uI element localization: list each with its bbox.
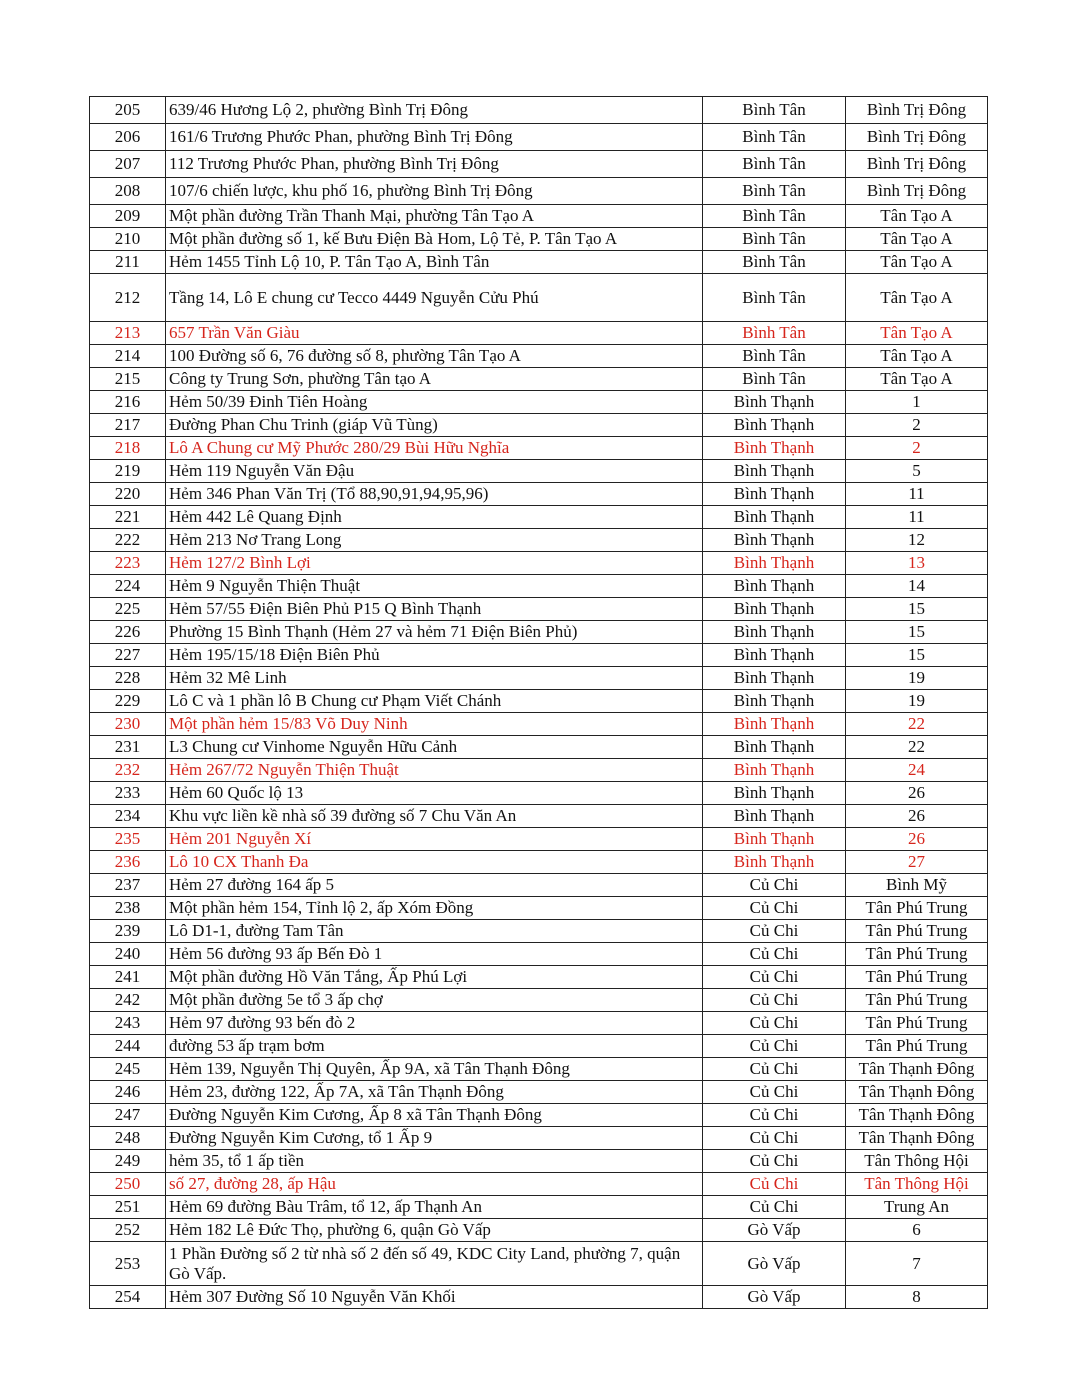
- district-cell: Củ Chi: [703, 897, 846, 920]
- table-row: [90, 506, 988, 529]
- district-cell: Củ Chi: [703, 1196, 846, 1219]
- table-row: [90, 828, 988, 851]
- ward-cell: Tân Thông Hội: [846, 1173, 988, 1196]
- district-cell: Bình Tân: [703, 251, 846, 274]
- ward-cell: Tân Thông Hội: [846, 1150, 988, 1173]
- ward-cell: 19: [846, 667, 988, 690]
- row-number: 238: [90, 897, 166, 920]
- address-cell: Đường Nguyễn Kim Cương, tổ 1 Ấp 9: [166, 1127, 703, 1150]
- district-cell: Bình Thạnh: [703, 713, 846, 736]
- district-cell: Bình Thạnh: [703, 598, 846, 621]
- row-number: 243: [90, 1012, 166, 1035]
- district-cell: Bình Thạnh: [703, 552, 846, 575]
- table-row: [90, 759, 988, 782]
- ward-cell: 15: [846, 598, 988, 621]
- row-number: 209: [90, 205, 166, 228]
- table-row: [90, 228, 988, 251]
- ward-cell: 12: [846, 529, 988, 552]
- ward-cell: Bình Trị Đông: [846, 178, 988, 205]
- district-cell: Bình Tân: [703, 205, 846, 228]
- table-row: [90, 345, 988, 368]
- row-number: 215: [90, 368, 166, 391]
- table-row: [90, 368, 988, 391]
- address-cell: Công ty Trung Sơn, phường Tân tạo A: [166, 368, 703, 391]
- table-row: [90, 805, 988, 828]
- district-cell: Bình Thạnh: [703, 391, 846, 414]
- row-number: 232: [90, 759, 166, 782]
- table-row: [90, 178, 988, 205]
- row-number: 230: [90, 713, 166, 736]
- ward-cell: Tân Thạnh Đông: [846, 1058, 988, 1081]
- ward-cell: 26: [846, 782, 988, 805]
- table-row: [90, 483, 988, 506]
- district-cell: Bình Thạnh: [703, 667, 846, 690]
- ward-cell: 22: [846, 713, 988, 736]
- ward-cell: Tân Tạo A: [846, 205, 988, 228]
- district-cell: Củ Chi: [703, 920, 846, 943]
- district-cell: Bình Thạnh: [703, 529, 846, 552]
- row-number: 208: [90, 178, 166, 205]
- ward-cell: Tân Tạo A: [846, 274, 988, 322]
- ward-cell: 8: [846, 1286, 988, 1309]
- district-cell: Bình Thạnh: [703, 644, 846, 667]
- table-row: [90, 943, 988, 966]
- row-number: 235: [90, 828, 166, 851]
- address-table: [89, 96, 988, 1309]
- ward-cell: 1: [846, 391, 988, 414]
- district-cell: Bình Thạnh: [703, 782, 846, 805]
- row-number: 229: [90, 690, 166, 713]
- address-cell: Lô 10 CX Thanh Đa: [166, 851, 703, 874]
- ward-cell: Tân Phú Trung: [846, 966, 988, 989]
- table-row: [90, 437, 988, 460]
- table-row: [90, 989, 988, 1012]
- address-cell: Hẻm 307 Đường Số 10 Nguyễn Văn Khối: [166, 1286, 703, 1309]
- address-cell: Lô C và 1 phần lô B Chung cư Phạm Viết Chánh: [166, 690, 703, 713]
- district-cell: Bình Thạnh: [703, 460, 846, 483]
- district-cell: Bình Thạnh: [703, 759, 846, 782]
- row-number: 214: [90, 345, 166, 368]
- district-cell: Củ Chi: [703, 1035, 846, 1058]
- address-cell: Lô A Chung cư Mỹ Phước 280/29 Bùi Hữu Nghĩa: [166, 437, 703, 460]
- ward-cell: Tân Tạo A: [846, 368, 988, 391]
- table-row: [90, 598, 988, 621]
- ward-cell: Tân Phú Trung: [846, 1035, 988, 1058]
- table-row: [90, 1058, 988, 1081]
- address-cell: 657 Trần Văn Giàu: [166, 322, 703, 345]
- table-row: [90, 1196, 988, 1219]
- address-cell: Hẻm 267/72 Nguyễn Thiện Thuật: [166, 759, 703, 782]
- row-number: 233: [90, 782, 166, 805]
- address-cell: Hẻm 1455 Tỉnh Lộ 10, P. Tân Tạo A, Bình Tân: [166, 251, 703, 274]
- table-row: [90, 690, 988, 713]
- row-number: 240: [90, 943, 166, 966]
- district-cell: Bình Tân: [703, 228, 846, 251]
- row-number: 245: [90, 1058, 166, 1081]
- table-row: [90, 322, 988, 345]
- address-cell: Phường 15 Bình Thạnh (Hẻm 27 và hẻm 71 Điện Biên Phủ): [166, 621, 703, 644]
- district-cell: Bình Thạnh: [703, 437, 846, 460]
- district-cell: Củ Chi: [703, 989, 846, 1012]
- table-row: [90, 1242, 988, 1286]
- district-cell: Bình Thạnh: [703, 736, 846, 759]
- ward-cell: 15: [846, 621, 988, 644]
- address-cell: Đường Phan Chu Trinh (giáp Vũ Tùng): [166, 414, 703, 437]
- district-cell: Bình Thạnh: [703, 506, 846, 529]
- district-cell: Củ Chi: [703, 1127, 846, 1150]
- district-cell: Củ Chi: [703, 1012, 846, 1035]
- address-cell: Hẻm 32 Mê Linh: [166, 667, 703, 690]
- row-number: 239: [90, 920, 166, 943]
- row-number: 249: [90, 1150, 166, 1173]
- table-row: [90, 414, 988, 437]
- ward-cell: Tân Thạnh Đông: [846, 1127, 988, 1150]
- district-cell: Củ Chi: [703, 1081, 846, 1104]
- ward-cell: Tân Tạo A: [846, 322, 988, 345]
- row-number: 217: [90, 414, 166, 437]
- table-row: [90, 151, 988, 178]
- district-cell: Bình Tân: [703, 178, 846, 205]
- address-cell: Hẻm 23, đường 122, Ấp 7A, xã Tân Thạnh Đông: [166, 1081, 703, 1104]
- row-number: 222: [90, 529, 166, 552]
- row-number: 216: [90, 391, 166, 414]
- district-cell: Bình Thạnh: [703, 575, 846, 598]
- district-cell: Bình Thạnh: [703, 414, 846, 437]
- table-row: [90, 1127, 988, 1150]
- address-cell: Hẻm 346 Phan Văn Trị (Tổ 88,90,91,94,95,96): [166, 483, 703, 506]
- table-row: [90, 851, 988, 874]
- address-cell: hẻm 35, tổ 1 ấp tiền: [166, 1150, 703, 1173]
- row-number: 213: [90, 322, 166, 345]
- table-row: [90, 1104, 988, 1127]
- district-cell: Bình Tân: [703, 97, 846, 124]
- table-row: [90, 391, 988, 414]
- table-row: [90, 713, 988, 736]
- row-number: 237: [90, 874, 166, 897]
- ward-cell: 11: [846, 506, 988, 529]
- table-row: [90, 1081, 988, 1104]
- row-number: 242: [90, 989, 166, 1012]
- address-cell: Hẻm 182 Lê Đức Thọ, phường 6, quận Gò Vấp: [166, 1219, 703, 1242]
- address-cell: 107/6 chiến lược, khu phố 16, phường Bình Trị Đông: [166, 178, 703, 205]
- table-row: [90, 552, 988, 575]
- district-cell: Bình Tân: [703, 274, 846, 322]
- address-cell: Hẻm 442 Lê Quang Định: [166, 506, 703, 529]
- district-cell: Củ Chi: [703, 1058, 846, 1081]
- row-number: 236: [90, 851, 166, 874]
- address-cell: 639/46 Hương Lộ 2, phường Bình Trị Đông: [166, 97, 703, 124]
- ward-cell: Tân Tạo A: [846, 345, 988, 368]
- address-cell: 161/6 Trương Phước Phan, phường Bình Trị Đông: [166, 124, 703, 151]
- ward-cell: 15: [846, 644, 988, 667]
- ward-cell: 26: [846, 805, 988, 828]
- district-cell: Gò Vấp: [703, 1286, 846, 1309]
- address-cell: đường 53 ấp trạm bơm: [166, 1035, 703, 1058]
- district-cell: Bình Tân: [703, 368, 846, 391]
- table-row: [90, 1219, 988, 1242]
- table-row: [90, 1150, 988, 1173]
- district-cell: Gò Vấp: [703, 1242, 846, 1286]
- row-number: 252: [90, 1219, 166, 1242]
- address-cell: 100 Đường số 6, 76 đường số 8, phường Tân Tạo A: [166, 345, 703, 368]
- table-row: [90, 736, 988, 759]
- ward-cell: Tân Thạnh Đông: [846, 1081, 988, 1104]
- district-cell: Củ Chi: [703, 1150, 846, 1173]
- table-row: [90, 644, 988, 667]
- table-row: [90, 1173, 988, 1196]
- address-cell: Hẻm 50/39 Đinh Tiên Hoàng: [166, 391, 703, 414]
- address-cell: Một phần hẻm 15/83 Võ Duy Ninh: [166, 713, 703, 736]
- row-number: 206: [90, 124, 166, 151]
- row-number: 205: [90, 97, 166, 124]
- table-row: [90, 274, 988, 322]
- address-cell: Hẻm 9 Nguyễn Thiện Thuật: [166, 575, 703, 598]
- ward-cell: Bình Trị Đông: [846, 151, 988, 178]
- row-number: 227: [90, 644, 166, 667]
- district-cell: Bình Thạnh: [703, 483, 846, 506]
- table-row: [90, 782, 988, 805]
- row-number: 250: [90, 1173, 166, 1196]
- ward-cell: 7: [846, 1242, 988, 1286]
- table-row: [90, 460, 988, 483]
- district-cell: Bình Tân: [703, 124, 846, 151]
- table-row: [90, 205, 988, 228]
- address-cell: 112 Trương Phước Phan, phường Bình Trị Đông: [166, 151, 703, 178]
- row-number: 247: [90, 1104, 166, 1127]
- row-number: 225: [90, 598, 166, 621]
- table-row: [90, 251, 988, 274]
- table-row: [90, 529, 988, 552]
- ward-cell: 2: [846, 414, 988, 437]
- address-cell: Một phần đường 5e tổ 3 ấp chợ: [166, 989, 703, 1012]
- district-cell: Bình Tân: [703, 151, 846, 178]
- ward-cell: 6: [846, 1219, 988, 1242]
- district-cell: Củ Chi: [703, 874, 846, 897]
- row-number: 248: [90, 1127, 166, 1150]
- row-number: 210: [90, 228, 166, 251]
- table-row: [90, 667, 988, 690]
- ward-cell: Tân Tạo A: [846, 251, 988, 274]
- row-number: 218: [90, 437, 166, 460]
- table-row: [90, 97, 988, 124]
- ward-cell: 22: [846, 736, 988, 759]
- ward-cell: Tân Tạo A: [846, 228, 988, 251]
- address-cell: Hẻm 57/55 Điện Biên Phủ P15 Q Bình Thạnh: [166, 598, 703, 621]
- row-number: 226: [90, 621, 166, 644]
- row-number: 223: [90, 552, 166, 575]
- address-cell: Một phần hẻm 154, Tỉnh lộ 2, ấp Xóm Đồng: [166, 897, 703, 920]
- district-cell: Củ Chi: [703, 943, 846, 966]
- address-cell: Hẻm 127/2 Bình Lợi: [166, 552, 703, 575]
- row-number: 253: [90, 1242, 166, 1286]
- address-table-body: [90, 97, 988, 1309]
- row-number: 221: [90, 506, 166, 529]
- ward-cell: 26: [846, 828, 988, 851]
- address-cell: Hẻm 213 Nơ Trang Long: [166, 529, 703, 552]
- row-number: 254: [90, 1286, 166, 1309]
- district-cell: Củ Chi: [703, 1173, 846, 1196]
- address-cell: Hẻm 60 Quốc lộ 13: [166, 782, 703, 805]
- row-number: 251: [90, 1196, 166, 1219]
- district-cell: Gò Vấp: [703, 1219, 846, 1242]
- address-cell: Hẻm 201 Nguyễn Xí: [166, 828, 703, 851]
- district-cell: Bình Thạnh: [703, 851, 846, 874]
- ward-cell: Bình Mỹ: [846, 874, 988, 897]
- table-row: [90, 897, 988, 920]
- ward-cell: 5: [846, 460, 988, 483]
- address-cell: 1 Phần Đường số 2 từ nhà số 2 đến số 49, KDC City Land, phường 7, quận Gò Vấp.: [166, 1242, 703, 1286]
- district-cell: Củ Chi: [703, 1104, 846, 1127]
- address-cell: Một phần đường Hồ Văn Tắng, Ấp Phú Lợi: [166, 966, 703, 989]
- address-cell: Hẻm 69 đường Bàu Trâm, tổ 12, ấp Thạnh An: [166, 1196, 703, 1219]
- table-row: [90, 874, 988, 897]
- district-cell: Bình Tân: [703, 322, 846, 345]
- ward-cell: 19: [846, 690, 988, 713]
- row-number: 211: [90, 251, 166, 274]
- ward-cell: Tân Phú Trung: [846, 989, 988, 1012]
- ward-cell: Tân Phú Trung: [846, 943, 988, 966]
- ward-cell: 11: [846, 483, 988, 506]
- district-cell: Bình Tân: [703, 345, 846, 368]
- address-cell: Khu vực liền kề nhà số 39 đường số 7 Chu Văn An: [166, 805, 703, 828]
- address-cell: Hẻm 139, Nguyễn Thị Quyên, Ấp 9A, xã Tân Thạnh Đông: [166, 1058, 703, 1081]
- ward-cell: Tân Phú Trung: [846, 897, 988, 920]
- row-number: 244: [90, 1035, 166, 1058]
- address-cell: Hẻm 119 Nguyễn Văn Đậu: [166, 460, 703, 483]
- address-cell: L3 Chung cư Vinhome Nguyễn Hữu Cảnh: [166, 736, 703, 759]
- row-number: 212: [90, 274, 166, 322]
- address-cell: Hẻm 56 đường 93 ấp Bến Đò 1: [166, 943, 703, 966]
- address-cell: Lô D1-1, đường Tam Tân: [166, 920, 703, 943]
- row-number: 224: [90, 575, 166, 598]
- district-cell: Bình Thạnh: [703, 828, 846, 851]
- ward-cell: Tân Phú Trung: [846, 1012, 988, 1035]
- address-cell: Một phần đường Trần Thanh Mại, phường Tân Tạo A: [166, 205, 703, 228]
- ward-cell: Tân Thạnh Đông: [846, 1104, 988, 1127]
- table-row: [90, 575, 988, 598]
- address-cell: Tầng 14, Lô E chung cư Tecco 4449 Nguyễn Cửu Phú: [166, 274, 703, 322]
- ward-cell: Bình Trị Đông: [846, 124, 988, 151]
- table-row: [90, 1012, 988, 1035]
- ward-cell: 14: [846, 575, 988, 598]
- row-number: 241: [90, 966, 166, 989]
- address-cell: Một phần đường số 1, kế Bưu Điện Bà Hom, Lộ Tẻ, P. Tân Tạo A: [166, 228, 703, 251]
- ward-cell: Trung An: [846, 1196, 988, 1219]
- row-number: 246: [90, 1081, 166, 1104]
- address-cell: số 27, đường 28, ấp Hậu: [166, 1173, 703, 1196]
- address-cell: Hẻm 27 đường 164 ấp 5: [166, 874, 703, 897]
- ward-cell: Bình Trị Đông: [846, 97, 988, 124]
- row-number: 219: [90, 460, 166, 483]
- table-row: [90, 920, 988, 943]
- table-row: [90, 1286, 988, 1309]
- address-cell: Đường Nguyễn Kim Cương, Ấp 8 xã Tân Thạnh Đông: [166, 1104, 703, 1127]
- ward-cell: Tân Phú Trung: [846, 920, 988, 943]
- row-number: 234: [90, 805, 166, 828]
- address-cell: Hẻm 195/15/18 Điện Biên Phủ: [166, 644, 703, 667]
- table-row: [90, 621, 988, 644]
- district-cell: Bình Thạnh: [703, 690, 846, 713]
- ward-cell: 24: [846, 759, 988, 782]
- ward-cell: 2: [846, 437, 988, 460]
- table-row: [90, 124, 988, 151]
- ward-cell: 27: [846, 851, 988, 874]
- ward-cell: 13: [846, 552, 988, 575]
- row-number: 228: [90, 667, 166, 690]
- district-cell: Bình Thạnh: [703, 621, 846, 644]
- row-number: 207: [90, 151, 166, 178]
- row-number: 220: [90, 483, 166, 506]
- table-row: [90, 966, 988, 989]
- district-cell: Củ Chi: [703, 966, 846, 989]
- table-row: [90, 1035, 988, 1058]
- address-cell: Hẻm 97 đường 93 bến đò 2: [166, 1012, 703, 1035]
- district-cell: Bình Thạnh: [703, 805, 846, 828]
- row-number: 231: [90, 736, 166, 759]
